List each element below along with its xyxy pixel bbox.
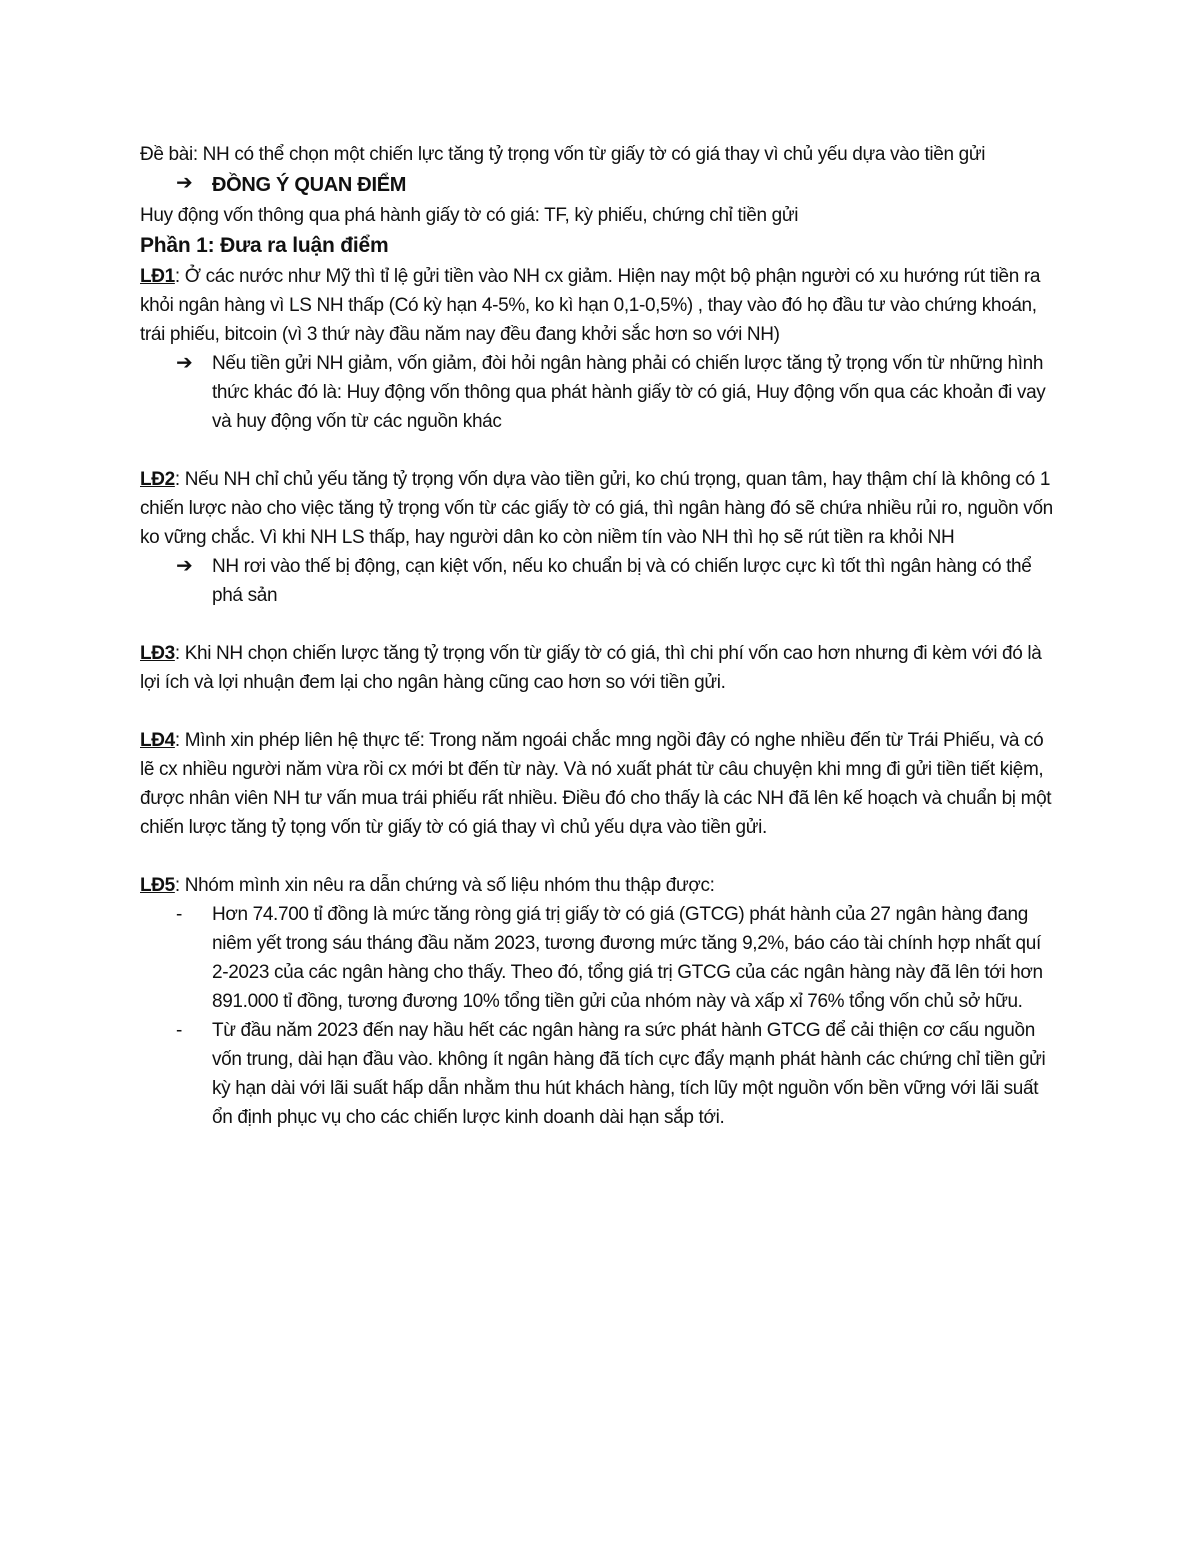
point-5 (140, 871, 1060, 900)
point-text: : Ở các nước như Mỹ thì tỉ lệ gửi tiền vào NH cx giảm. Hiện nay một bộ phận người có xu hướng rút tiền ra khỏi ngân hàng vì LS NH thấp (Có kỳ hạn 4-5%, ko kì hạn 0,1-0,5%) , thay vào đó họ đầu tư vào chứng khoán, trái phiếu, bitcoin (vì 3 thứ này đầu năm nay đều đang khởi sắc hơn so với NH) (140, 266, 1041, 345)
point-label: LĐ1 (140, 266, 175, 287)
dash-bullet: - (176, 904, 183, 925)
point-label: LĐ2 (140, 469, 175, 490)
point-text: : Mình xin phép liên hệ thực tế: Trong năm ngoái chắc mng ngồi đây có nghe nhiều đến từ Trái Phiếu, và có lẽ cx nhiều người năm vừa rồi cx mới bt đến từ này. Và nó xuất phát từ câu chuyện khi mng đi gửi tiền tiết kiệm, được nhân viên NH tư vấn mua trái phiếu rất nhiều. Điều đó cho thấy là các NH đã lên kế hoạch và chuẩn bị một chiến lược tăng tỷ tọng vốn từ giấy tờ có giá thay vì chủ yếu dựa vào tiền gửi. (140, 730, 1052, 838)
list-item-text: Hơn 74.700 tỉ đồng là mức tăng ròng giá trị giấy tờ có giá (GTCG) phát hành của 27 ngân hàng đang niêm yết trong sáu tháng đầu năm 2023, tương đương mức tăng 9,2%, báo cáo tài chính hợp nhất quí 2-2023 của các ngân hàng cho thấy. Theo đó, tổng giá trị GTCG của các ngân hàng này đã lên tới hơn 891.000 tỉ đồng, tương đương 10% tổng tiền gửi của nhóm này và xấp xỉ 76% tổng vốn chủ sở hữu. (212, 904, 1043, 1012)
spacer (140, 697, 1060, 726)
point-label: LĐ5 (140, 875, 175, 896)
point-label: LĐ4 (140, 730, 175, 751)
spacer (140, 842, 1060, 871)
right-arrow-icon: ➔ (176, 555, 193, 577)
point-3 (140, 639, 1060, 697)
point-2 (140, 465, 1060, 552)
assignment-prompt: Đề bài: NH có thể chọn một chiến lực tăng tỷ trọng vốn từ giấy tờ có giá thay vì chủ yếu dựa vào tiền gửi (140, 144, 986, 165)
stance-text: ĐỒNG Ý QUAN ĐIỂM (212, 174, 407, 196)
point-1-conclusion (176, 349, 1060, 436)
point-2-conclusion (176, 552, 1060, 610)
point-4 (140, 726, 1060, 842)
right-arrow-icon: ➔ (176, 352, 193, 374)
point-text: : Nếu NH chỉ chủ yếu tăng tỷ trọng vốn dựa vào tiền gửi, ko chú trọng, quan tâm, hay thậm chí là không có 1 chiến lược nào cho việc tăng tỷ trọng vốn từ các giấy tờ có giá, thì ngân hàng đó sẽ chứa nhiều rủi ro, nguồn vốn ko vững chắc. Vì khi NH LS thấp, hay người dân ko còn niềm tín vào NH thì họ sẽ rút tiền ra khỏi NH (140, 469, 1053, 548)
conclusion-text: Nếu tiền gửi NH giảm, vốn giảm, đòi hỏi ngân hàng phải có chiến lược tăng tỷ trọng vốn từ những hình thức khác đó là: Huy động vốn thông qua phát hành giấy tờ có giá, Huy động vốn qua các khoản đi vay và huy động vốn từ các nguồn khác (212, 353, 1046, 432)
dash-bullet: - (176, 1020, 183, 1041)
list-item (176, 900, 1060, 1016)
list-item-text: Từ đầu năm 2023 đến nay hầu hết các ngân hàng ra sức phát hành GTCG để cải thiện cơ cấu nguồn vốn trung, dài hạn đầu vào. không ít ngân hàng đã tích cực đẩy mạnh phát hành các chứng chỉ tiền gửi kỳ hạn dài với lãi suất hấp dẫn nhằm thu hút khách hàng, tích lũy một nguồn vốn bền vững với lãi suất ổn định phục vụ cho các chiến lược kinh doanh dài hạn sắp tới. (212, 1020, 1046, 1128)
right-arrow-icon: ➔ (176, 172, 193, 194)
section-heading: Phần 1: Đưa ra luận điểm (140, 234, 389, 257)
point-text: : Khi NH chọn chiến lược tăng tỷ trọng vốn từ giấy tờ có giá, thì chi phí vốn cao hơn nhưng đi kèm với đó là lợi ích và lợi nhuận đem lại cho ngân hàng cũng cao hơn so với tiền gửi. (140, 643, 1042, 693)
spacer (140, 610, 1060, 639)
point-1 (140, 262, 1060, 349)
spacer (140, 436, 1060, 465)
summary-line: Huy động vốn thông qua phá hành giấy tờ có giá: TF, kỳ phiếu, chứng chỉ tiền gửi (140, 205, 799, 226)
point-text: : Nhóm mình xin nêu ra dẫn chứng và số liệu nhóm thu thập được: (174, 875, 715, 896)
stance-row (176, 169, 1060, 201)
point-label: LĐ3 (140, 643, 175, 664)
list-item (176, 1016, 1060, 1132)
conclusion-text: NH rơi vào thế bị động, cạn kiệt vốn, nếu ko chuẩn bị và có chiến lược cực kì tốt thì ngân hàng có thể phá sản (212, 556, 1032, 606)
